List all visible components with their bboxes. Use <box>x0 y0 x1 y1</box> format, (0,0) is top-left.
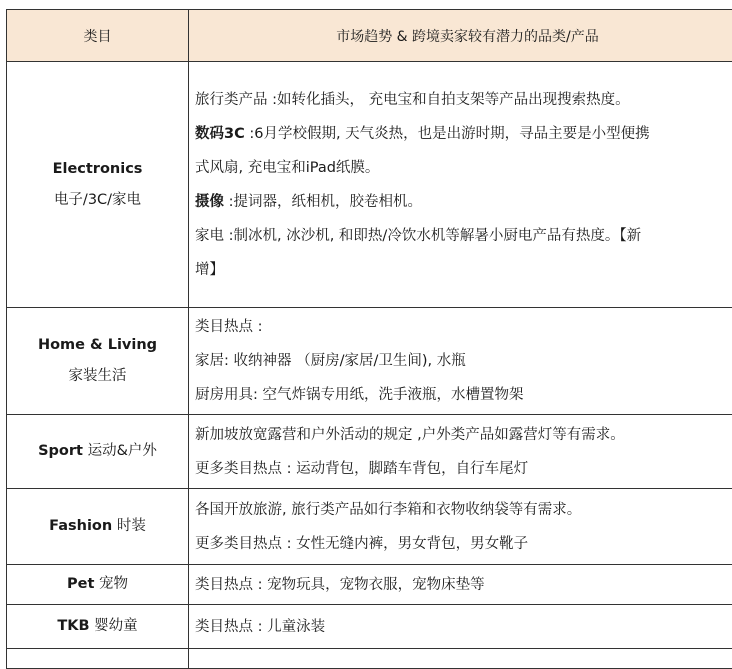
description-line: 家居: 收纳神器 （厨房/家居/卫生间), 水瓶 <box>195 344 732 378</box>
category-cn: 电子/3C/家电 <box>54 192 141 208</box>
description-cell <box>189 308 732 415</box>
description-line: 厨房用具: 空气炸锅专用纸，洗手液瓶，水槽置物架 <box>195 378 732 412</box>
description-cell <box>189 62 732 308</box>
category-table <box>6 9 732 669</box>
table-row <box>7 62 732 308</box>
description-line: 家电 :制冰机, 冰沙机, 和即热/冷饮水机等解暑小厨电产品有热度。【新 <box>195 219 732 253</box>
line-prefix: 摄像 <box>195 194 224 210</box>
line-prefix: 数码3C <box>195 126 245 142</box>
description-line: 更多类目热点 : 女性无缝内裤，男女背包，男女靴子 <box>195 527 732 561</box>
category-en: Fashion <box>49 518 112 534</box>
category-en: TKB <box>57 618 89 634</box>
description-line: 更多类目热点 : 运动背包，脚踏车背包，自行车尾灯 <box>195 452 732 486</box>
category-en: Pet <box>67 576 94 592</box>
description-line: 类目热点 : 宠物玩具，宠物衣服，宠物床垫等 <box>195 568 732 602</box>
table-row <box>7 308 732 415</box>
description-line: 增】 <box>195 253 732 287</box>
category-en: Sport <box>38 443 83 459</box>
description-line: 新加坡放宽露营和户外活动的规定 ,户外类产品如露营灯等有需求。 <box>195 418 732 452</box>
description-line: 各国开放旅游, 旅行类产品如行李箱和衣物收纳袋等有需求。 <box>195 493 732 527</box>
description-cell <box>189 415 732 489</box>
category-cell <box>7 415 189 489</box>
description-cell <box>189 489 732 565</box>
category-cn: 时装 <box>117 518 146 534</box>
category-cn: 宠物 <box>99 576 128 592</box>
category-cn: 婴幼童 <box>94 618 138 634</box>
description-line: 旅行类产品 :如转化插头， 充电宝和自拍支架等产品出现搜索热度。 <box>195 83 732 117</box>
description-line: 数码3C :6月学校假期, 天气炎热，也是出游时期，寻品主要是小型便携 <box>195 117 732 151</box>
header-trends: 市场趋势 & 跨境卖家较有潜力的品类/产品 <box>189 10 732 62</box>
category-cell <box>7 489 189 565</box>
category-cn: 家装生活 <box>69 368 127 384</box>
category-cn: 运动&户外 <box>88 443 157 459</box>
category-cell <box>7 605 189 649</box>
category-cell <box>7 565 189 605</box>
category-en: Home & Living <box>38 337 157 353</box>
category-cell <box>7 62 189 308</box>
description-line: 类目热点 : <box>195 310 732 344</box>
description-line: 摄像 :提词器，纸相机，胶卷相机。 <box>195 185 732 219</box>
description-line: 式风扇, 充电宝和iPad纸膜。 <box>195 151 732 185</box>
description-cell <box>189 605 732 649</box>
header-category: 类目 <box>7 10 189 62</box>
table-row <box>7 415 732 489</box>
table-row <box>7 489 732 565</box>
category-en: Electronics <box>53 161 143 177</box>
category-cell <box>7 308 189 415</box>
header-row <box>7 10 732 62</box>
description-line: 类目热点 : 儿童泳装 <box>195 610 732 644</box>
table-row <box>7 565 732 605</box>
table-row <box>7 605 732 649</box>
description-cell <box>189 565 732 605</box>
